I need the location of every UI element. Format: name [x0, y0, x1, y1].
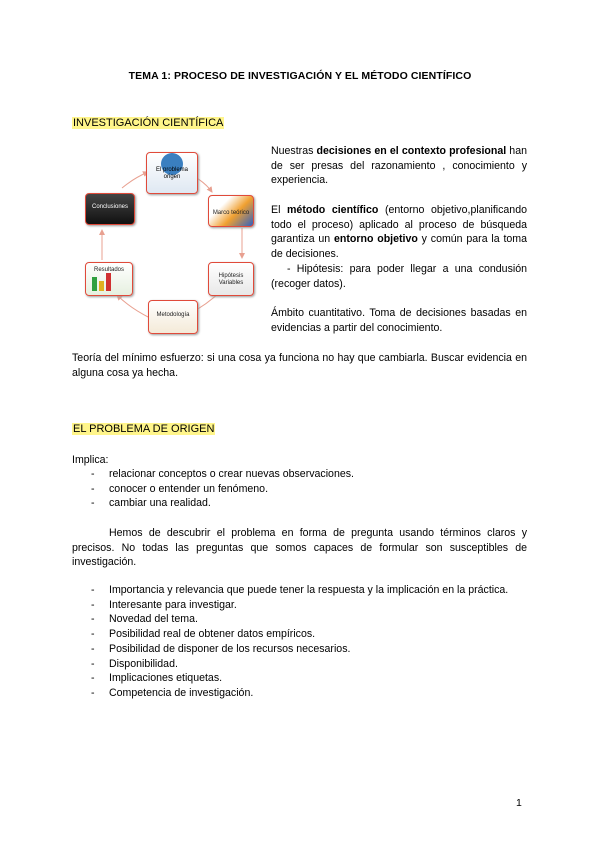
paragraph-hipotesis: - Hipótesis: para poder llegar a una condusión (recoger datos). — [271, 263, 527, 290]
paragraph-ambito: Ámbito cuantitativo. Toma de decisiones basadas en evidencias a partir del conocimiento. — [271, 307, 527, 334]
criterios-list — [72, 583, 532, 701]
arrow-6 — [122, 172, 148, 188]
node-conclusiones — [85, 193, 135, 225]
arrow-4 — [117, 295, 150, 318]
list-item: - cambiar una realidad. — [72, 496, 527, 511]
node-resultados — [85, 262, 133, 296]
bar-icon — [106, 273, 111, 291]
list-item: - conocer o entender un fenómeno. — [72, 482, 527, 497]
node-label: Hipótesis Variables — [218, 273, 244, 286]
section-heading-problema-origen — [72, 423, 215, 435]
implica-list — [72, 467, 527, 511]
node-label: Resultados — [93, 267, 125, 273]
list-item: - Competencia de investigación. — [72, 686, 532, 701]
list-item: - Interesante para investigar. — [72, 598, 532, 613]
node-label: Marco teórico — [212, 210, 250, 216]
list-item: - Disponibilidad. — [72, 657, 532, 672]
list-item: - Novedad del tema. — [72, 612, 532, 627]
node-marco-teorico — [208, 195, 254, 227]
list-item: - Posibilidad real de obtener datos empíricos. — [72, 627, 532, 642]
bar-icon — [99, 281, 104, 291]
node-label: Conclusiones — [91, 204, 129, 210]
list-item: - Posibilidad de disponer de los recursos necesarios. — [72, 642, 532, 657]
node-metodologia — [148, 300, 198, 334]
page-number: 1 — [516, 797, 522, 809]
node-problema-origen — [146, 152, 198, 194]
list-item: - relacionar conceptos o crear nuevas observaciones. — [72, 467, 527, 482]
research-cycle-diagram — [72, 150, 252, 350]
section-heading-text: EL PROBLEMA DE ORIGEN — [73, 423, 215, 435]
paragraph-pregunta: Hemos de descubrir el problema en forma de pregunta usando términos claros y precisos. No todas las preguntas que somos capaces de formular son susceptibles de investigación. — [72, 527, 527, 569]
section-heading-investigacion — [72, 117, 224, 129]
list-item: - Implicaciones etiquetas. — [72, 671, 532, 686]
paragraph-teoria-minimo-esfuerzo: Teoría del mínimo esfuerzo: si una cosa ya funciona no hay que cambiarla. Buscar evidencia en alguna cosa ya hecha. — [72, 352, 527, 379]
implica-label: Implica: — [72, 454, 109, 466]
bar-icon — [92, 277, 97, 291]
node-hipotesis — [208, 262, 254, 296]
document-title: TEMA 1: PROCESO DE INVESTIGACIÓN Y EL MÉTODO CIENTÍFICO — [128, 70, 472, 82]
section-heading-text: INVESTIGACIÓN CIENTÍFICA — [73, 117, 224, 129]
node-label: Metodología — [156, 312, 190, 318]
paragraph-decisiones: Nuestras decisiones en el contexto profesional han de ser presas del razonamiento , conocimiento y experiencia. — [271, 145, 527, 187]
node-label: El problema origen — [155, 167, 188, 180]
list-item: - Importancia y relevancia que puede tener la respuesta y la implicación en la práctica. — [72, 583, 532, 598]
paragraph-metodo-cientifico: El método científico (entorno objetivo,planificando todo el proceso) aplicado al proceso de búsqueda garantiza un entorno objetivo y común para la toma de decisiones. — [271, 204, 528, 260]
